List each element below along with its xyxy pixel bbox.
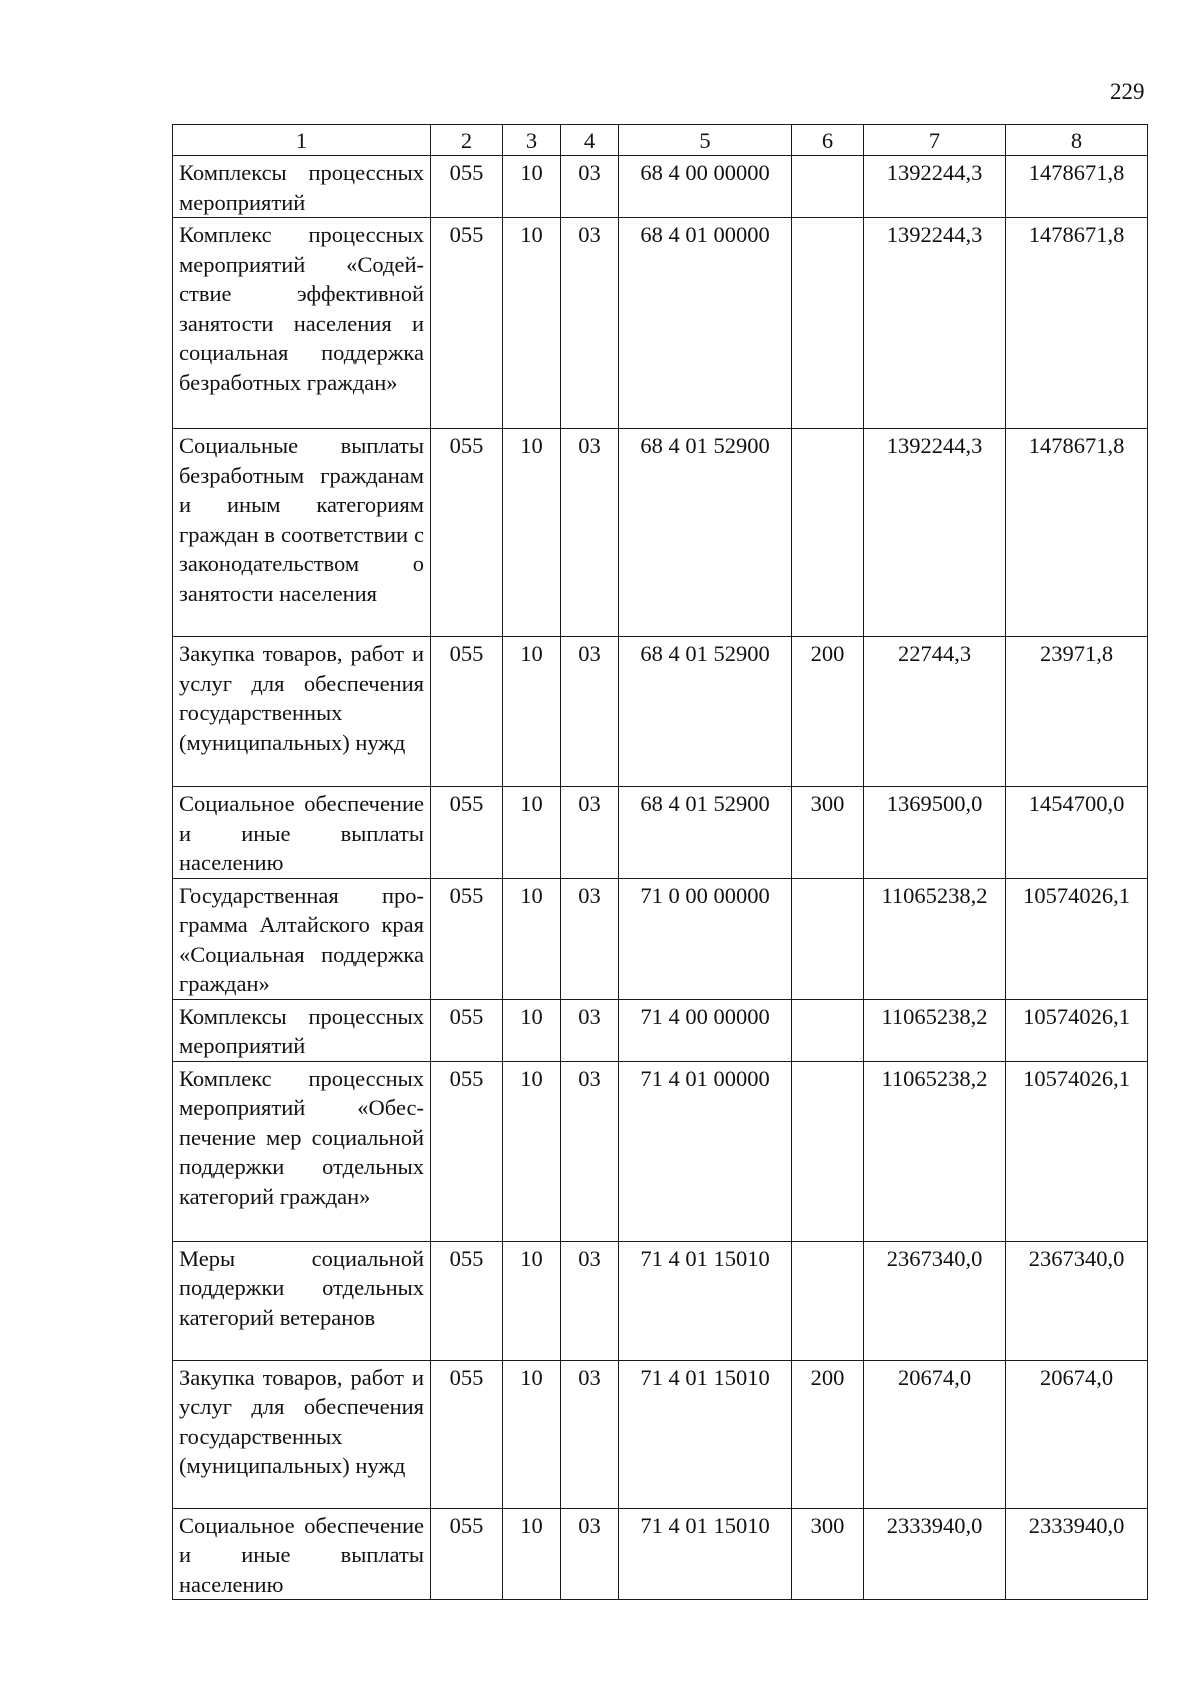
amount-col8-cell: 1454700,0 [1006,787,1148,879]
amount-col7-cell: 1392244,3 [864,429,1006,637]
expense-type-cell [792,1241,864,1360]
table-row [173,218,1148,429]
table-row [173,1508,1148,1600]
column-number-row [173,125,1148,156]
section-cell: 10 [503,218,561,429]
column-header: 6 [792,125,864,156]
ministry-code-cell: 055 [431,429,503,637]
subsection-cell: 03 [561,878,619,999]
target-item-cell: 68 4 01 52900 [619,787,792,879]
amount-col8-cell: 10574026,1 [1006,878,1148,999]
column-header: 2 [431,125,503,156]
target-item-cell: 71 4 01 15010 [619,1360,792,1508]
table-row [173,787,1148,879]
page-number: 229 [1110,79,1145,104]
amount-col8-cell: 1478671,8 [1006,218,1148,429]
amount-col7-cell: 22744,3 [864,637,1006,787]
amount-col7-cell: 2367340,0 [864,1241,1006,1360]
subsection-cell: 03 [561,999,619,1061]
section-cell: 10 [503,1241,561,1360]
expense-type-cell [792,878,864,999]
section-cell: 10 [503,878,561,999]
amount-col8-cell: 20674,0 [1006,1360,1148,1508]
section-cell: 10 [503,1508,561,1600]
row-name-cell: Комплексы процессных мероприятий [173,156,431,218]
amount-col7-cell: 1392244,3 [864,218,1006,429]
table-row [173,1241,1148,1360]
column-header: 3 [503,125,561,156]
expense-type-cell: 200 [792,637,864,787]
expense-type-cell: 300 [792,1508,864,1600]
row-name-cell: Социальные выплаты безработным гражданам и иным категориям граждан в соответствии с законодательством о занятости населения [173,429,431,637]
ministry-code-cell: 055 [431,637,503,787]
target-item-cell: 71 4 01 15010 [619,1241,792,1360]
expense-type-cell: 300 [792,787,864,879]
row-name-cell: Меры социальной поддержки отдельных категорий ветеранов [173,1241,431,1360]
row-name-cell: Государственная программа Алтайского края «Социальная поддержка граждан» [173,878,431,999]
row-name-cell: Комплекс процессных мероприятий «Обеспечение мер социальной поддержки отдельных категорий граждан» [173,1061,431,1241]
section-cell: 10 [503,637,561,787]
table-row [173,156,1148,218]
amount-col8-cell: 1478671,8 [1006,429,1148,637]
column-header: 8 [1006,125,1148,156]
ministry-code-cell: 055 [431,156,503,218]
section-cell: 10 [503,787,561,879]
amount-col7-cell: 11065238,2 [864,878,1006,999]
subsection-cell: 03 [561,1508,619,1600]
expense-type-cell [792,156,864,218]
amount-col7-cell: 11065238,2 [864,999,1006,1061]
target-item-cell: 68 4 01 52900 [619,429,792,637]
expense-type-cell [792,429,864,637]
expense-type-cell [792,999,864,1061]
amount-col7-cell: 20674,0 [864,1360,1006,1508]
subsection-cell: 03 [561,156,619,218]
ministry-code-cell: 055 [431,218,503,429]
subsection-cell: 03 [561,787,619,879]
amount-col7-cell: 11065238,2 [864,1061,1006,1241]
amount-col7-cell: 1369500,0 [864,787,1006,879]
amount-col8-cell: 10574026,1 [1006,1061,1148,1241]
table-row [173,429,1148,637]
expense-type-cell [792,218,864,429]
subsection-cell: 03 [561,218,619,429]
subsection-cell: 03 [561,1061,619,1241]
target-item-cell: 71 0 00 00000 [619,878,792,999]
row-name-cell: Комплекс процессных мероприятий «Содействие эффективной занятости населения и социальная поддержка безработных граждан» [173,218,431,429]
section-cell: 10 [503,156,561,218]
table-body [173,156,1148,1600]
column-header: 5 [619,125,792,156]
target-item-cell: 71 4 01 00000 [619,1061,792,1241]
ministry-code-cell: 055 [431,787,503,879]
expense-type-cell [792,1061,864,1241]
table-row [173,878,1148,999]
table-row [173,637,1148,787]
subsection-cell: 03 [561,1241,619,1360]
budget-table [172,124,1148,1600]
target-item-cell: 68 4 01 52900 [619,637,792,787]
ministry-code-cell: 055 [431,1241,503,1360]
subsection-cell: 03 [561,429,619,637]
ministry-code-cell: 055 [431,1360,503,1508]
target-item-cell: 71 4 01 15010 [619,1508,792,1600]
amount-col8-cell: 1478671,8 [1006,156,1148,218]
table-row [173,999,1148,1061]
amount-col8-cell: 2333940,0 [1006,1508,1148,1600]
ministry-code-cell: 055 [431,999,503,1061]
subsection-cell: 03 [561,637,619,787]
section-cell: 10 [503,429,561,637]
section-cell: 10 [503,999,561,1061]
row-name-cell: Комплексы процессных мероприятий [173,999,431,1061]
row-name-cell: Социальное обеспечение и иные выплаты населению [173,1508,431,1600]
amount-col8-cell: 23971,8 [1006,637,1148,787]
amount-col8-cell: 2367340,0 [1006,1241,1148,1360]
section-cell: 10 [503,1360,561,1508]
amount-col8-cell: 10574026,1 [1006,999,1148,1061]
target-item-cell: 68 4 01 00000 [619,218,792,429]
row-name-cell: Закупка товаров, работ и услуг для обеспечения государственных (муниципальных) нужд [173,637,431,787]
column-header: 7 [864,125,1006,156]
row-name-cell: Закупка товаров, работ и услуг для обеспечения государственных (муниципальных) нужд [173,1360,431,1508]
ministry-code-cell: 055 [431,878,503,999]
target-item-cell: 68 4 00 00000 [619,156,792,218]
amount-col7-cell: 2333940,0 [864,1508,1006,1600]
expense-type-cell: 200 [792,1360,864,1508]
column-header: 1 [173,125,431,156]
amount-col7-cell: 1392244,3 [864,156,1006,218]
subsection-cell: 03 [561,1360,619,1508]
ministry-code-cell: 055 [431,1061,503,1241]
section-cell: 10 [503,1061,561,1241]
table-row [173,1360,1148,1508]
row-name-cell: Социальное обеспечение и иные выплаты населению [173,787,431,879]
table-row [173,1061,1148,1241]
column-header: 4 [561,125,619,156]
target-item-cell: 71 4 00 00000 [619,999,792,1061]
ministry-code-cell: 055 [431,1508,503,1600]
